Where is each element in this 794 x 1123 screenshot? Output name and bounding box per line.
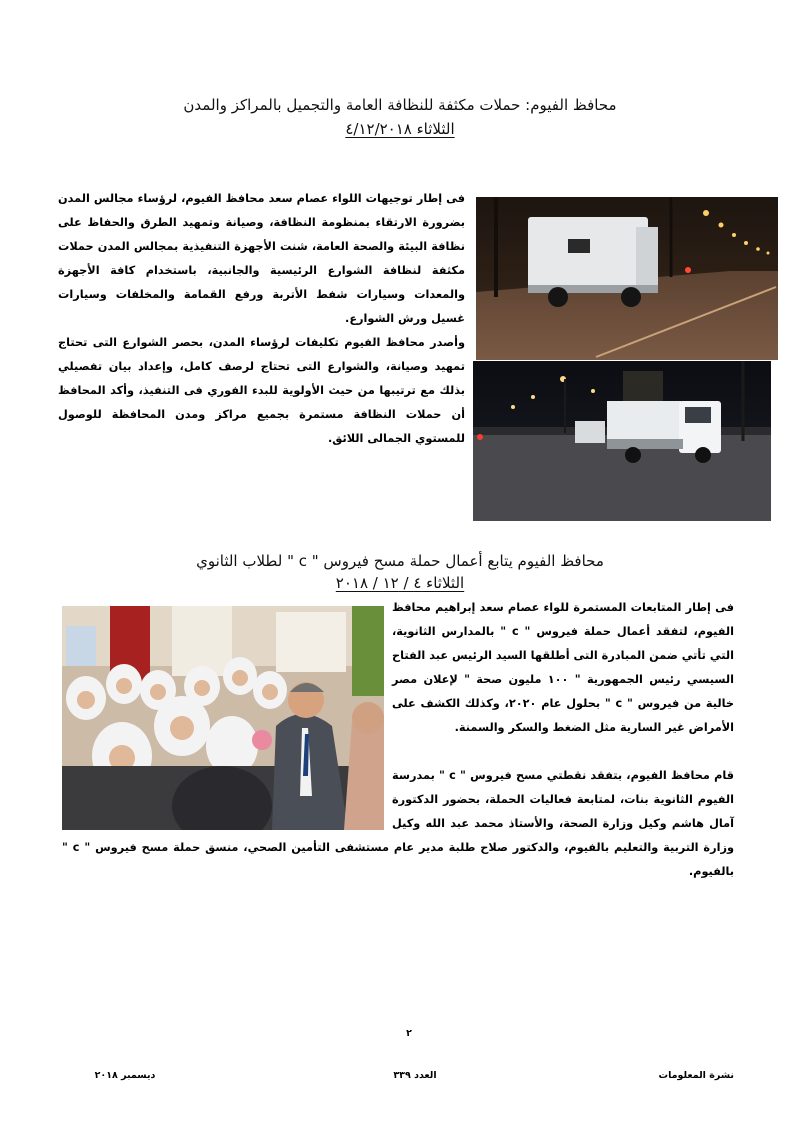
footer-publication: نشرة المعلومات <box>658 1070 734 1081</box>
article2-body-column <box>392 596 734 740</box>
street-sweeper-photo-2 <box>473 361 771 521</box>
article1-paragraph-1: فى إطار توجيهات اللواء عصام سعد محافظ الفيوم، لرؤساء مجالس المدن بضرورة الارتقاء بمنظومة النظافة، وصيانة وتمهيد الطرق والحفاظ على نظافة البيئة والصحة العامة، شنت الأجهزة التنفيذية بمجالس المدن حملات مكثفة لنظافة الشوارع الرئيسية والجانبية، باستخدام كافة الأجهزة والمعدات وسيارات شفط الأتربة ورفع القمامة والمخلفات وسيارات غسيل ورش الشوارع. <box>58 192 465 325</box>
page-number: ٢ <box>406 1028 412 1039</box>
article2-title: محافظ الفيوم يتابع أعمال حملة مسح فيروس " c " لطلاب الثانوي <box>196 552 604 570</box>
footer-month: ديسمبر ٢٠١٨ <box>94 1070 156 1081</box>
article1-title: محافظ الفيوم: حملات مكثفة للنظافة العامة والتجميل بالمراكز والمدن <box>183 96 617 114</box>
article2-paragraph-2: قام محافظ الفيوم، بتفقد نقطتي مسح فيروس " c " بمدرسة الفيوم الثانوية بنات، لمتابعة فعاليات الحملة، بحضور الدكتورة آمال هاشم وكيل وزارة الصحة، والأستاذ محمد عبد الله وكيل وزارة التربية والتعليم بالفيوم، والدكتور صلاح طلبة مدير عام مستشفى التأمين الصحي، منسق حملة مسح فيروس " c " بالفيوم. <box>62 769 734 878</box>
article2-date <box>150 574 650 592</box>
article2-paragraph-1: فى إطار المتابعات المستمرة للواء عصام سعد إبراهيم محافظ الفيوم، لتفقد أعمال حملة فيروس " c " بالمدارس الثانوية، التي تأتي ضمن المبادرة التى أطلقها السيد الرئيس عبد الفتاح السيسي رئيس الجمهورية " ١٠٠ مليون صحة " لإعلان مصر خالية من فيروس " c " بحلول عام ٢٠٢٠، وكذلك الكشف على الأمراض غير السارية مثل الضغط والسكر والسمنة. <box>392 601 735 734</box>
footer-issue: العدد ٣٣٩ <box>393 1070 437 1081</box>
article2-paragraph-2-spacer <box>62 764 392 836</box>
article2-body-full <box>62 764 734 884</box>
article1-body <box>58 187 465 451</box>
article1-paragraph-2: وأصدر محافظ الفيوم تكليفات لرؤساء المدن، بحصر الشوارع التى تحتاج تمهيد وصيانة، والشوارع التى تحتاج لرصف كامل، وإعداد بيان تفصيلي بذلك مع ترتيبها من حيث الأولوية للبدء الفوري فى التنفيذ، وأكد المحافظ أن حملات النظافة مستمرة بجميع مراكز ومدن المحافظة للوصول للمستوي الجمالى اللائق. <box>58 336 465 445</box>
article1-date <box>120 120 680 138</box>
article2-date-text: الثلاثاء ٤ / ١٢ / ٢٠١٨ <box>335 574 465 592</box>
article1-date-text: الثلاثاء ٤/١٢/٢٠١٨ <box>345 120 455 138</box>
street-sweeper-photo-1 <box>476 197 778 360</box>
